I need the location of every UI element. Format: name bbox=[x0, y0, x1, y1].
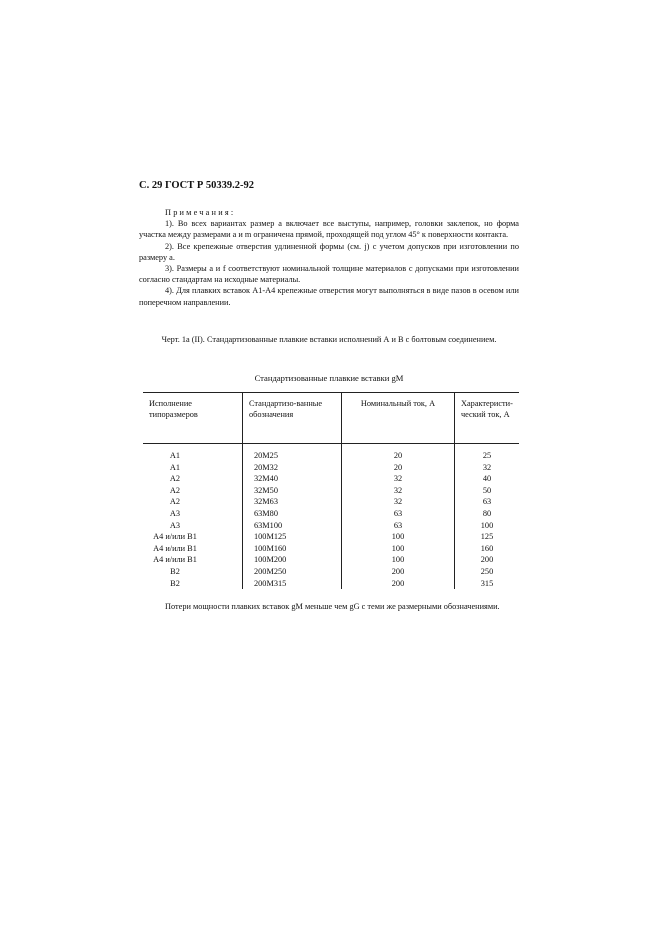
cell-designation: 32M40 bbox=[243, 473, 342, 485]
cell-characteristic-current: 100 bbox=[480, 520, 494, 530]
cell-characteristic-current: 200 bbox=[480, 555, 494, 565]
cell-designation: 20M25 bbox=[243, 444, 342, 462]
note-4: 4). Для плавких вставок А1-А4 крепежные отверстия могут выполняться в виде пазов в осевом или поперечном направлении. bbox=[139, 286, 519, 307]
cell-designation: 63M80 bbox=[243, 508, 342, 520]
cell-type-size: A2 bbox=[143, 485, 243, 497]
table-row bbox=[143, 554, 519, 566]
cell-type-size: A3 bbox=[143, 520, 243, 532]
header-nominal-current: Номинальный ток, А bbox=[342, 393, 455, 444]
cell-characteristic-current: 250 bbox=[480, 566, 494, 576]
cell-type-size: A2 bbox=[143, 473, 243, 485]
cell-nominal-current: 100 bbox=[342, 531, 455, 543]
table-row bbox=[143, 531, 519, 543]
cell-nominal-current: 20 bbox=[342, 462, 455, 474]
cell-designation: 200M250 bbox=[243, 566, 342, 578]
note-2: 2). Все крепежные отверстия удлиненной формы (см. j) с учетом допусков при изготовлении по размеру a. bbox=[139, 241, 519, 262]
table-title: Стандартизованные плавкие вставки gM bbox=[254, 373, 404, 383]
cell-nominal-current: 200 bbox=[342, 566, 455, 578]
cell-designation: 32M63 bbox=[243, 496, 342, 508]
cell-characteristic-current: 63 bbox=[482, 497, 492, 507]
cell-nominal-current: 32 bbox=[342, 485, 455, 497]
cell-type-size: A1 bbox=[143, 444, 243, 462]
cell-nominal-current: 63 bbox=[342, 520, 455, 532]
table-row bbox=[143, 566, 519, 578]
cell-characteristic-current: 80 bbox=[482, 508, 492, 518]
table-row bbox=[143, 444, 519, 462]
table-row bbox=[143, 485, 519, 497]
notes-section bbox=[139, 207, 519, 308]
table-row bbox=[143, 462, 519, 474]
table-row bbox=[143, 543, 519, 555]
cell-type-size: A2 bbox=[143, 496, 243, 508]
table-row bbox=[143, 473, 519, 485]
cell-designation: 100M200 bbox=[243, 554, 342, 566]
figure-caption: Черт. 1а (II). Стандартизованные плавкие вставки исполнений А и В с болтовым соединением. bbox=[161, 335, 497, 344]
cell-designation: 63M100 bbox=[243, 520, 342, 532]
fuse-table bbox=[143, 392, 519, 589]
cell-designation: 32M50 bbox=[243, 485, 342, 497]
cell-nominal-current: 100 bbox=[342, 543, 455, 555]
cell-characteristic-current: 125 bbox=[480, 532, 494, 542]
cell-designation: 200M315 bbox=[243, 578, 342, 590]
cell-designation: 100M160 bbox=[243, 543, 342, 555]
cell-nominal-current: 200 bbox=[342, 578, 455, 590]
cell-characteristic-current: 160 bbox=[480, 543, 494, 553]
cell-nominal-current: 20 bbox=[342, 444, 455, 462]
cell-characteristic-current: 25 bbox=[482, 451, 492, 460]
table-row bbox=[143, 508, 519, 520]
note-3: 3). Размеры a и f соответствуют номинальной толщине материалов с допусками при изготовлении согласно стандартам на исходные материалы. bbox=[139, 264, 519, 285]
cell-characteristic-current: 32 bbox=[482, 462, 492, 472]
cell-nominal-current: 63 bbox=[342, 508, 455, 520]
header-type-size: Исполнение типоразмеров bbox=[143, 393, 243, 444]
footer-note-text: Потери мощности плавких вставок gM меньше чем gG с теми же размерными обозначениями. bbox=[165, 602, 500, 611]
cell-type-size: A1 bbox=[143, 462, 243, 474]
table-row bbox=[143, 578, 519, 590]
cell-nominal-current: 32 bbox=[342, 473, 455, 485]
note-1: 1). Во всех вариантах размер a включает все выступы, например, головки заклепок, но форма участка между размерами a и m ограничена прямой, проходящей под углом 45° к поверхности контакта. bbox=[139, 219, 519, 240]
cell-designation: 100M125 bbox=[243, 531, 342, 543]
table-row bbox=[143, 496, 519, 508]
header-characteristic-current: Характеристи-ческий ток, А bbox=[455, 393, 520, 444]
header-designation: Стандартизо-ванные обозначения bbox=[243, 393, 342, 444]
cell-type-size: B2 bbox=[143, 578, 243, 590]
cell-designation: 20M32 bbox=[243, 462, 342, 474]
footer-note bbox=[139, 601, 519, 613]
page-header: С. 29 ГОСТ Р 50339.2-92 bbox=[139, 180, 255, 191]
cell-characteristic-current: 40 bbox=[482, 474, 492, 484]
table-row bbox=[143, 520, 519, 532]
cell-type-size: A3 bbox=[143, 508, 243, 520]
cell-characteristic-current: 50 bbox=[482, 485, 492, 495]
cell-type-size: A4 и/или B1 bbox=[143, 554, 243, 566]
cell-characteristic-current: 315 bbox=[480, 578, 494, 588]
cell-nominal-current: 32 bbox=[342, 496, 455, 508]
cell-type-size: A4 и/или B1 bbox=[143, 543, 243, 555]
cell-type-size: B2 bbox=[143, 566, 243, 578]
table-header-row bbox=[143, 393, 519, 444]
cell-type-size: A4 и/или B1 bbox=[143, 531, 243, 543]
notes-title: Примечания: bbox=[165, 208, 236, 217]
cell-nominal-current: 100 bbox=[342, 554, 455, 566]
